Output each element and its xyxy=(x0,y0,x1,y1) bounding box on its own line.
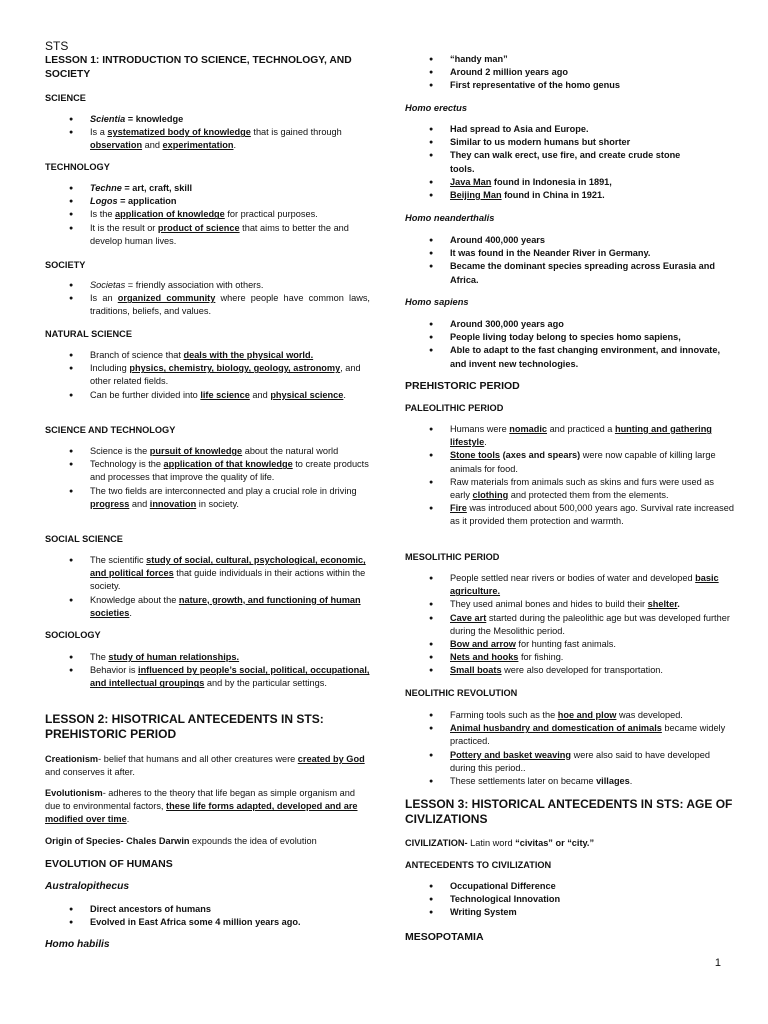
list-item: ● The scientific study of social, cultural, psychological, economic, and political forces that guide individuals in their actions within the society. xyxy=(45,554,370,594)
antecedents-heading: ANTECEDENTS TO CIVILIZATION xyxy=(405,860,552,870)
sci-tech-list xyxy=(45,445,370,511)
list-item: ● Is an organized community where people have common laws, traditions, beliefs, and values. xyxy=(45,292,370,318)
technology-heading: TECHNOLOGY xyxy=(45,162,110,172)
document-title: STS xyxy=(45,39,69,53)
evolution-heading: EVOLUTION OF HUMANS xyxy=(45,858,173,870)
technology-list xyxy=(45,182,370,248)
list-item: ● Is the application of knowledge for practical purposes. xyxy=(45,208,370,221)
list-item: ● Can be further divided into life science and physical science. xyxy=(45,389,370,402)
list-item: ● They used animal bones and hides to build their shelter. xyxy=(405,598,735,611)
list-item: ● Technology is the application of that knowledge to create products and processes that improve the quality of life. xyxy=(45,458,370,484)
list-item: ● Techne = art, craft, skill xyxy=(45,182,370,195)
habilis-list xyxy=(405,53,735,93)
list-item: ● Had spread to Asia and Europe. xyxy=(405,123,705,136)
neanderthalis-list xyxy=(405,234,735,287)
social-science-list xyxy=(45,554,370,620)
list-item: ● Logos = application xyxy=(45,195,370,208)
list-item: ● Occupational Difference xyxy=(405,880,735,893)
list-item: ● Pottery and basket weaving were also said to have developed during this period.. xyxy=(405,749,735,775)
list-item: ● Farming tools such as the hoe and plow was developed. xyxy=(405,709,735,722)
paleolithic-list xyxy=(405,423,735,529)
list-item: ● Humans were nomadic and practiced a hunting and gathering lifestyle. xyxy=(405,423,735,449)
list-item: ● The study of human relationships. xyxy=(45,651,370,664)
list-item: ● Nets and hooks for fishing. xyxy=(405,651,735,664)
australopithecus-list xyxy=(45,903,370,929)
list-item: ● Fire was introduced about 500,000 years ago. Survival rate increased as it provided them protection and warmth. xyxy=(405,502,735,528)
list-item: ● Stone tools (axes and spears) were now capable of killing large animals for food. xyxy=(405,449,735,475)
list-item: ● Is a systematized body of knowledge that is gained through observation and experimentation. xyxy=(45,126,370,152)
list-item: ● “handy man” xyxy=(405,53,735,66)
lesson3-title: LESSON 3: HISTORICAL ANTECEDENTS IN STS: AGE OF CIVLIZATIONS xyxy=(405,797,733,826)
list-item: ● Became the dominant species spreading across Eurasia and Africa. xyxy=(405,260,735,286)
list-item: ● Science is the pursuit of knowledge about the natural world xyxy=(45,445,370,458)
neolithic-list xyxy=(405,709,735,788)
list-item: ● Small boats were also developed for transportation. xyxy=(405,664,735,677)
antecedents-list xyxy=(405,880,735,920)
list-item: ● It is the result or product of science that aims to better the and develop human lives. xyxy=(45,222,370,248)
list-item: ● Branch of science that deals with the physical world. xyxy=(45,349,370,362)
creationism-paragraph: Creationism- belief that humans and all other creatures were created by God and conserves it after. xyxy=(45,754,365,777)
natural-science-heading: NATURAL SCIENCE xyxy=(45,329,132,339)
list-item: ● Evolved in East Africa some 4 million years ago. xyxy=(45,916,370,929)
list-item: ● First representative of the homo genus xyxy=(405,79,735,92)
page-number: 1 xyxy=(714,957,721,969)
australopithecus-heading: Australopithecus xyxy=(45,881,130,892)
list-item: ● Around 400,000 years xyxy=(405,234,735,247)
society-heading: SOCIETY xyxy=(45,260,86,270)
science-list xyxy=(45,113,370,153)
sci-tech-heading: SCIENCE AND TECHNOLOGY xyxy=(45,425,176,435)
list-item: ● It was found in the Neander River in Germany. xyxy=(405,247,735,260)
list-item: ● People settled near rivers or bodies of water and developed basic agriculture. xyxy=(405,572,735,598)
evolutionism-paragraph: Evolutionism- adheres to the theory that life began as simple organism and due to environmental factors, these life forms adapted, developed and are modified over time. xyxy=(45,788,358,824)
list-item: ● Similar to us modern humans but shorter xyxy=(405,136,705,149)
list-item: ● Able to adapt to the fast changing environment, and innovate, and invent new technologies. xyxy=(405,344,735,370)
list-item: ● Animal husbandry and domestication of animals became widely practiced. xyxy=(405,722,735,748)
list-item: ● Writing System xyxy=(405,906,735,919)
list-item: ● Cave art started during the paleolithic age but was developed further during the Mesolithic period. xyxy=(405,612,735,638)
list-item: ● The two fields are interconnected and play a crucial role in driving progress and innovation in society. xyxy=(45,485,370,511)
science-heading: SCIENCE xyxy=(45,93,86,103)
list-item: ● Around 300,000 years ago xyxy=(405,318,735,331)
mesolithic-list xyxy=(405,572,735,678)
sociology-list xyxy=(45,651,370,691)
sapiens-list xyxy=(405,318,735,371)
society-list xyxy=(45,279,370,319)
natural-science-list xyxy=(45,349,370,402)
lesson2-title: LESSON 2: HISOTRICAL ANTECEDENTS IN STS: PREHISTORIC PERIOD xyxy=(45,712,324,741)
list-item: ● They can walk erect, use fire, and create crude stone tools. xyxy=(405,149,705,175)
list-item: ● Raw materials from animals such as skins and furs were used as early clothing and protected them from the elements. xyxy=(405,476,735,502)
neanderthalis-heading: Homo neanderthalis xyxy=(405,213,495,223)
list-item: ● Societas = friendly association with others. xyxy=(45,279,370,292)
list-item: ● Scientia = knowledge xyxy=(45,113,370,126)
erectus-list xyxy=(405,123,705,202)
list-item: ● Bow and arrow for hunting fast animals. xyxy=(405,638,735,651)
list-item: ● Technological Innovation xyxy=(405,893,735,906)
prehistoric-heading: PREHISTORIC PERIOD xyxy=(405,380,520,392)
habilis-heading: Homo habilis xyxy=(45,939,110,950)
list-item: ● These settlements later on became villages. xyxy=(405,775,735,788)
social-science-heading: SOCIAL SCIENCE xyxy=(45,534,123,544)
list-item: ● Including physics, chemistry, biology, geology, astronomy, and other related fields. xyxy=(45,362,370,388)
mesopotamia-heading: MESOPOTAMIA xyxy=(405,931,484,943)
list-item: ● Behavior is influenced by people’s social, political, occupational, and intellectual groupings and by the particular settings. xyxy=(45,664,370,690)
sociology-heading: SOCIOLOGY xyxy=(45,630,101,640)
mesolithic-heading: MESOLITHIC PERIOD xyxy=(405,552,500,562)
list-item: ● Direct ancestors of humans xyxy=(45,903,370,916)
list-item: ● Knowledge about the nature, growth, and functioning of human societies. xyxy=(45,594,370,620)
sapiens-heading: Homo sapiens xyxy=(405,297,469,307)
lesson1-title: LESSON 1: INTRODUCTION TO SCIENCE, TECHNOLOGY, AND SOCIETY xyxy=(45,55,352,80)
list-item: ● Around 2 million years ago xyxy=(405,66,735,79)
paleolithic-heading: PALEOLITHIC PERIOD xyxy=(405,403,504,413)
list-item: ● Beijing Man found in China in 1921. xyxy=(405,189,705,202)
list-item: ● Java Man found in Indonesia in 1891, xyxy=(405,176,705,189)
erectus-heading: Homo erectus xyxy=(405,103,467,113)
civilization-paragraph: CIVILIZATION- Latin word “civitas” or “city.” xyxy=(405,838,595,848)
neolithic-heading: NEOLITHIC REVOLUTION xyxy=(405,688,518,698)
origin-paragraph: Origin of Species- Chales Darwin expounds the idea of evolution xyxy=(45,836,317,846)
list-item: ● People living today belong to species homo sapiens, xyxy=(405,331,735,344)
